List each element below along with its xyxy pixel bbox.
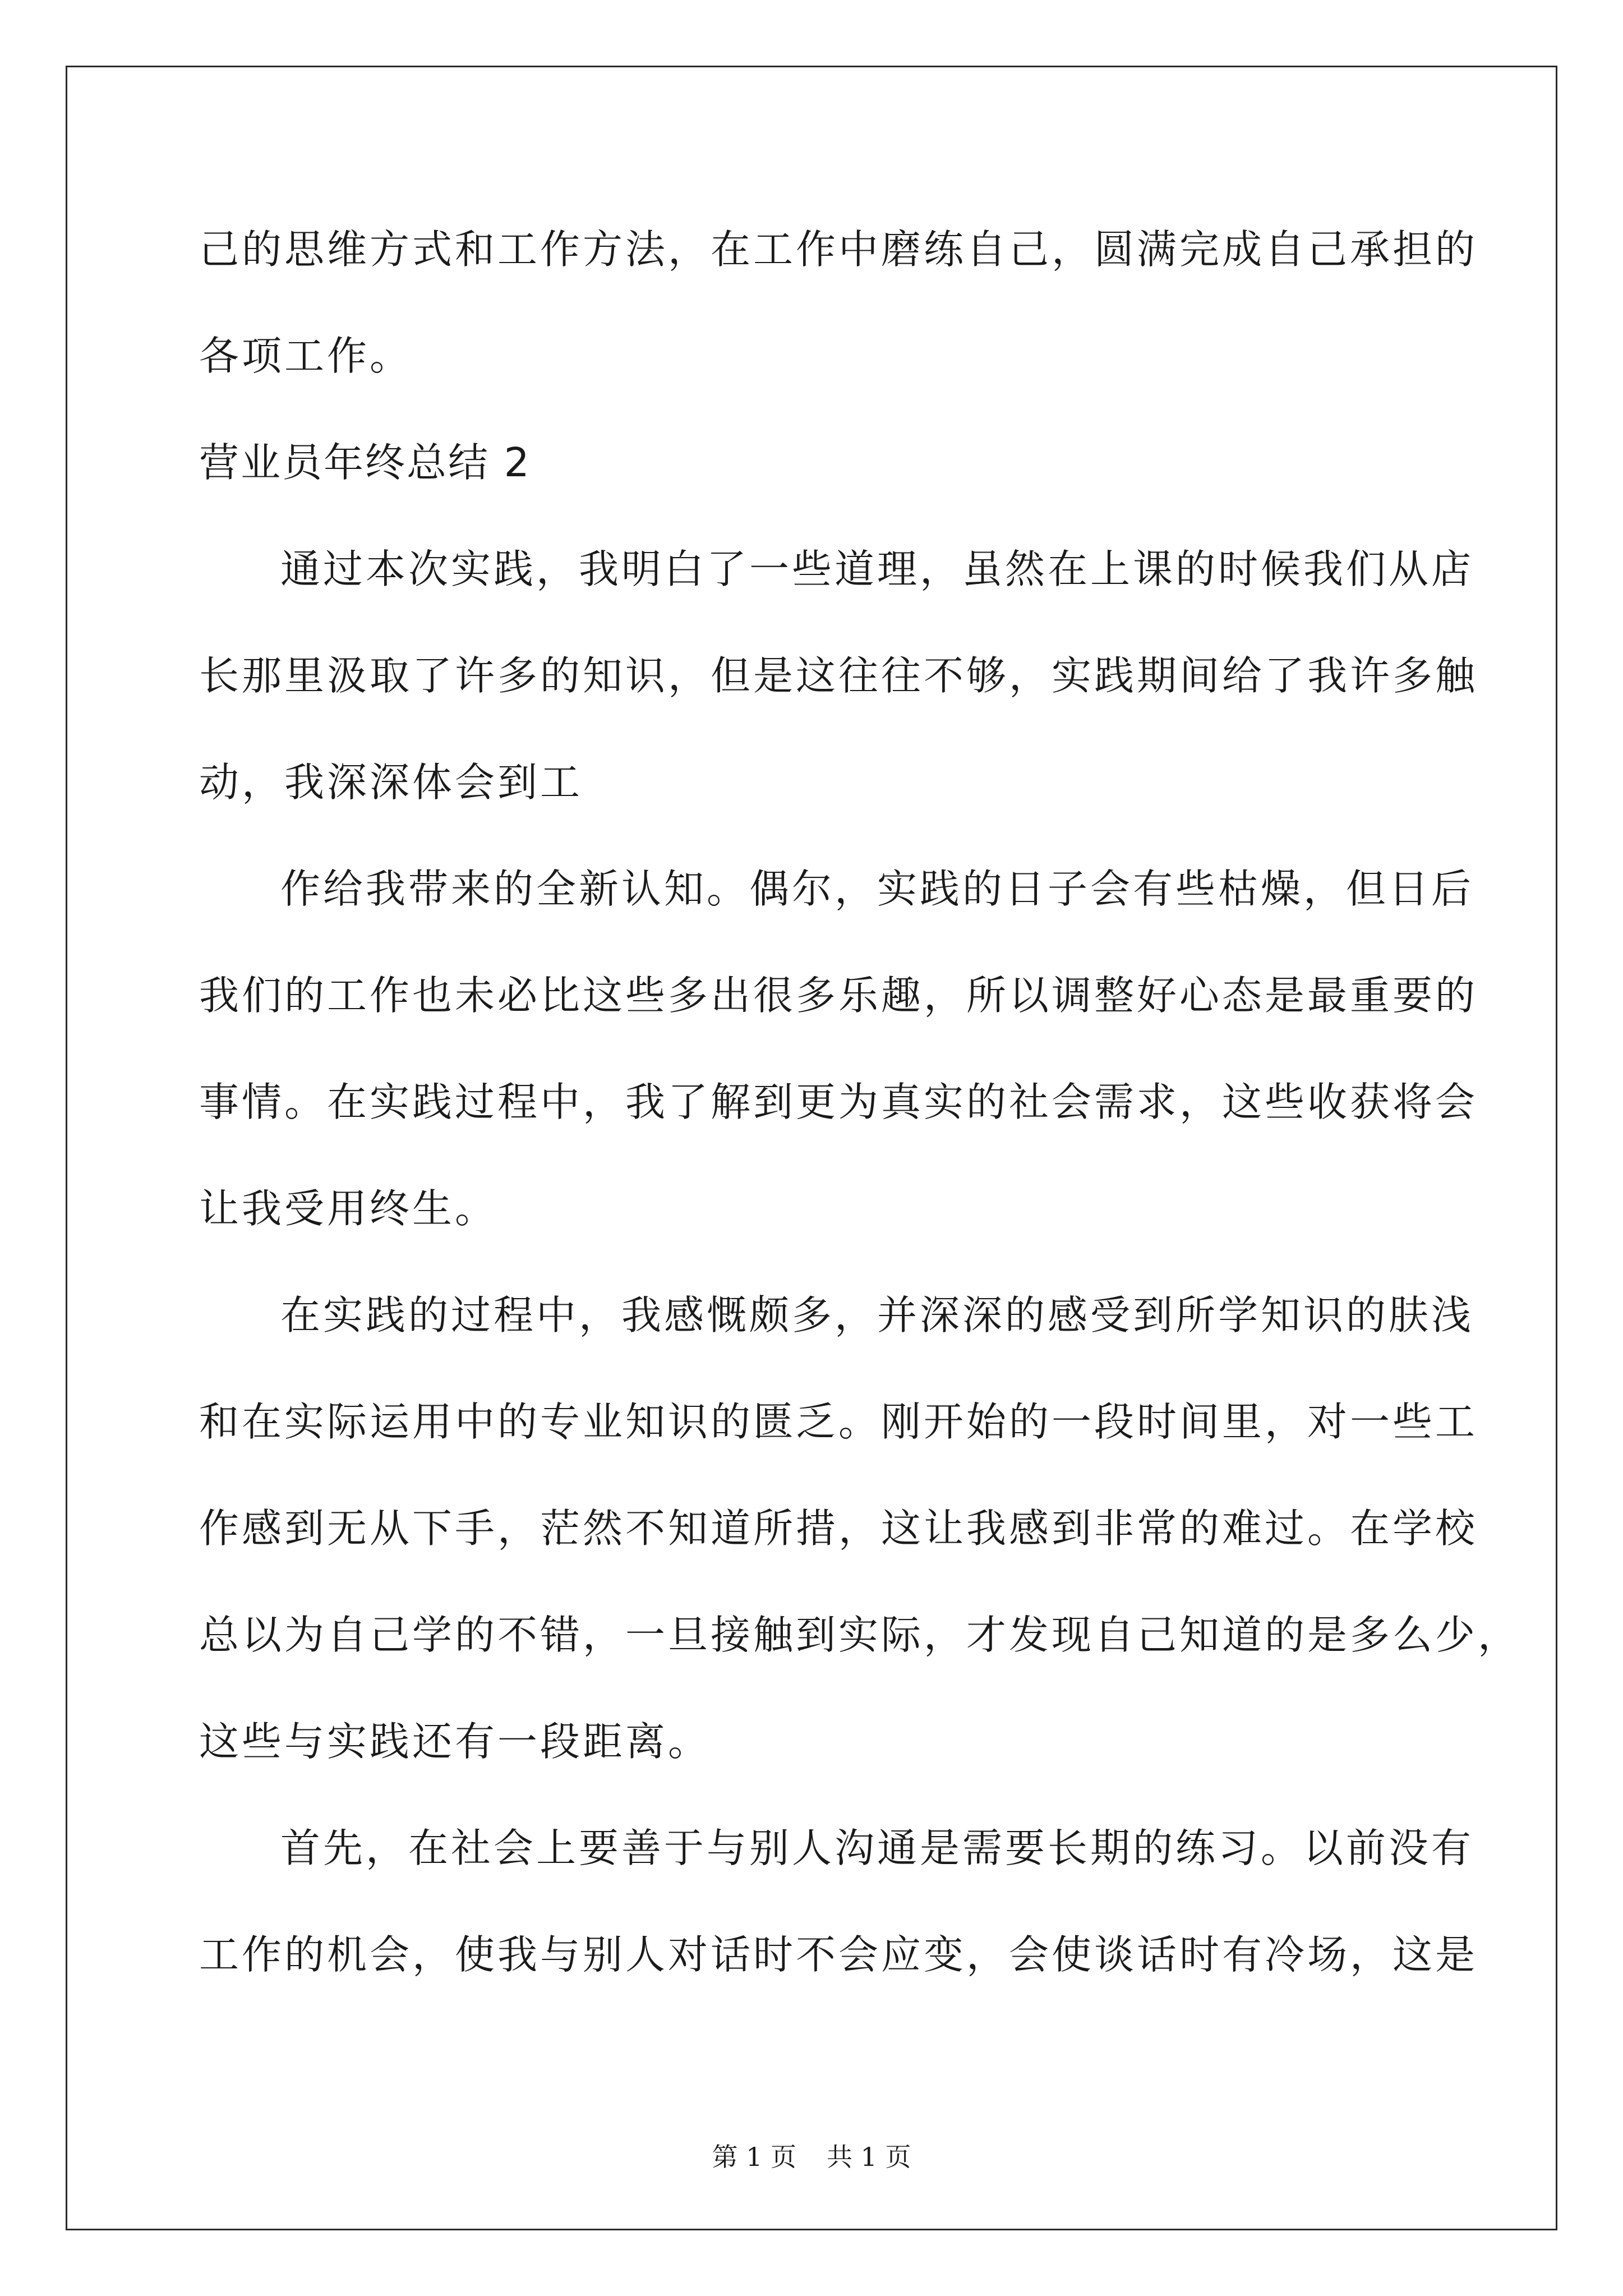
body-line: 这些与实践还有一段距离。 bbox=[199, 1718, 711, 1765]
body-line: 和在实际运用中的专业知识的匮乏。刚开始的一段时间里，对一些工 bbox=[199, 1398, 1478, 1445]
body-line: 首先，在社会上要善于与别人沟通是需要长期的练习。以前没有 bbox=[280, 1825, 1474, 1871]
body-line: 动，我深深体会到工 bbox=[199, 759, 583, 806]
body-line: 我们的工作也未必比这些多出很多乐趣，所以调整好心态是最重要的 bbox=[199, 972, 1478, 1019]
body-line: 作给我带来的全新认知。偶尔，实践的日子会有些枯燥，但日后 bbox=[280, 866, 1474, 912]
section-heading: 营业员年终总结 2 bbox=[199, 439, 531, 486]
body-line: 长那里汲取了许多的知识，但是这往往不够，实践期间给了我许多触 bbox=[199, 652, 1478, 699]
body-line: 作感到无从下手，茫然不知道所措，这让我感到非常的难过。在学校 bbox=[199, 1505, 1478, 1552]
body-line: 己的思维方式和工作方法，在工作中磨练自己，圆满完成自己承担的 bbox=[199, 226, 1478, 273]
body-line: 各项工作。 bbox=[199, 333, 413, 379]
body-line: 总以为自己学的不错，一旦接触到实际，才发现自己知道的是多么少， bbox=[199, 1612, 1521, 1658]
body-line: 事情。在实践过程中，我了解到更为真实的社会需求，这些收获将会 bbox=[199, 1079, 1478, 1125]
page-border bbox=[66, 66, 1557, 2230]
body-line: 在实践的过程中，我感慨颇多，并深深的感受到所学知识的肤浅 bbox=[280, 1292, 1474, 1338]
page-footer bbox=[0, 2140, 1623, 2174]
body-line: 让我受用终生。 bbox=[199, 1185, 498, 1232]
page-number-total: 共 1 页 bbox=[827, 2142, 911, 2172]
page-number-current: 第 1 页 bbox=[712, 2142, 796, 2172]
body-line: 工作的机会，使我与别人对话时不会应变，会使谈话时有冷场，这是 bbox=[199, 1931, 1478, 1978]
body-line: 通过本次实践，我明白了一些道理，虽然在上课的时候我们从店 bbox=[280, 546, 1474, 592]
